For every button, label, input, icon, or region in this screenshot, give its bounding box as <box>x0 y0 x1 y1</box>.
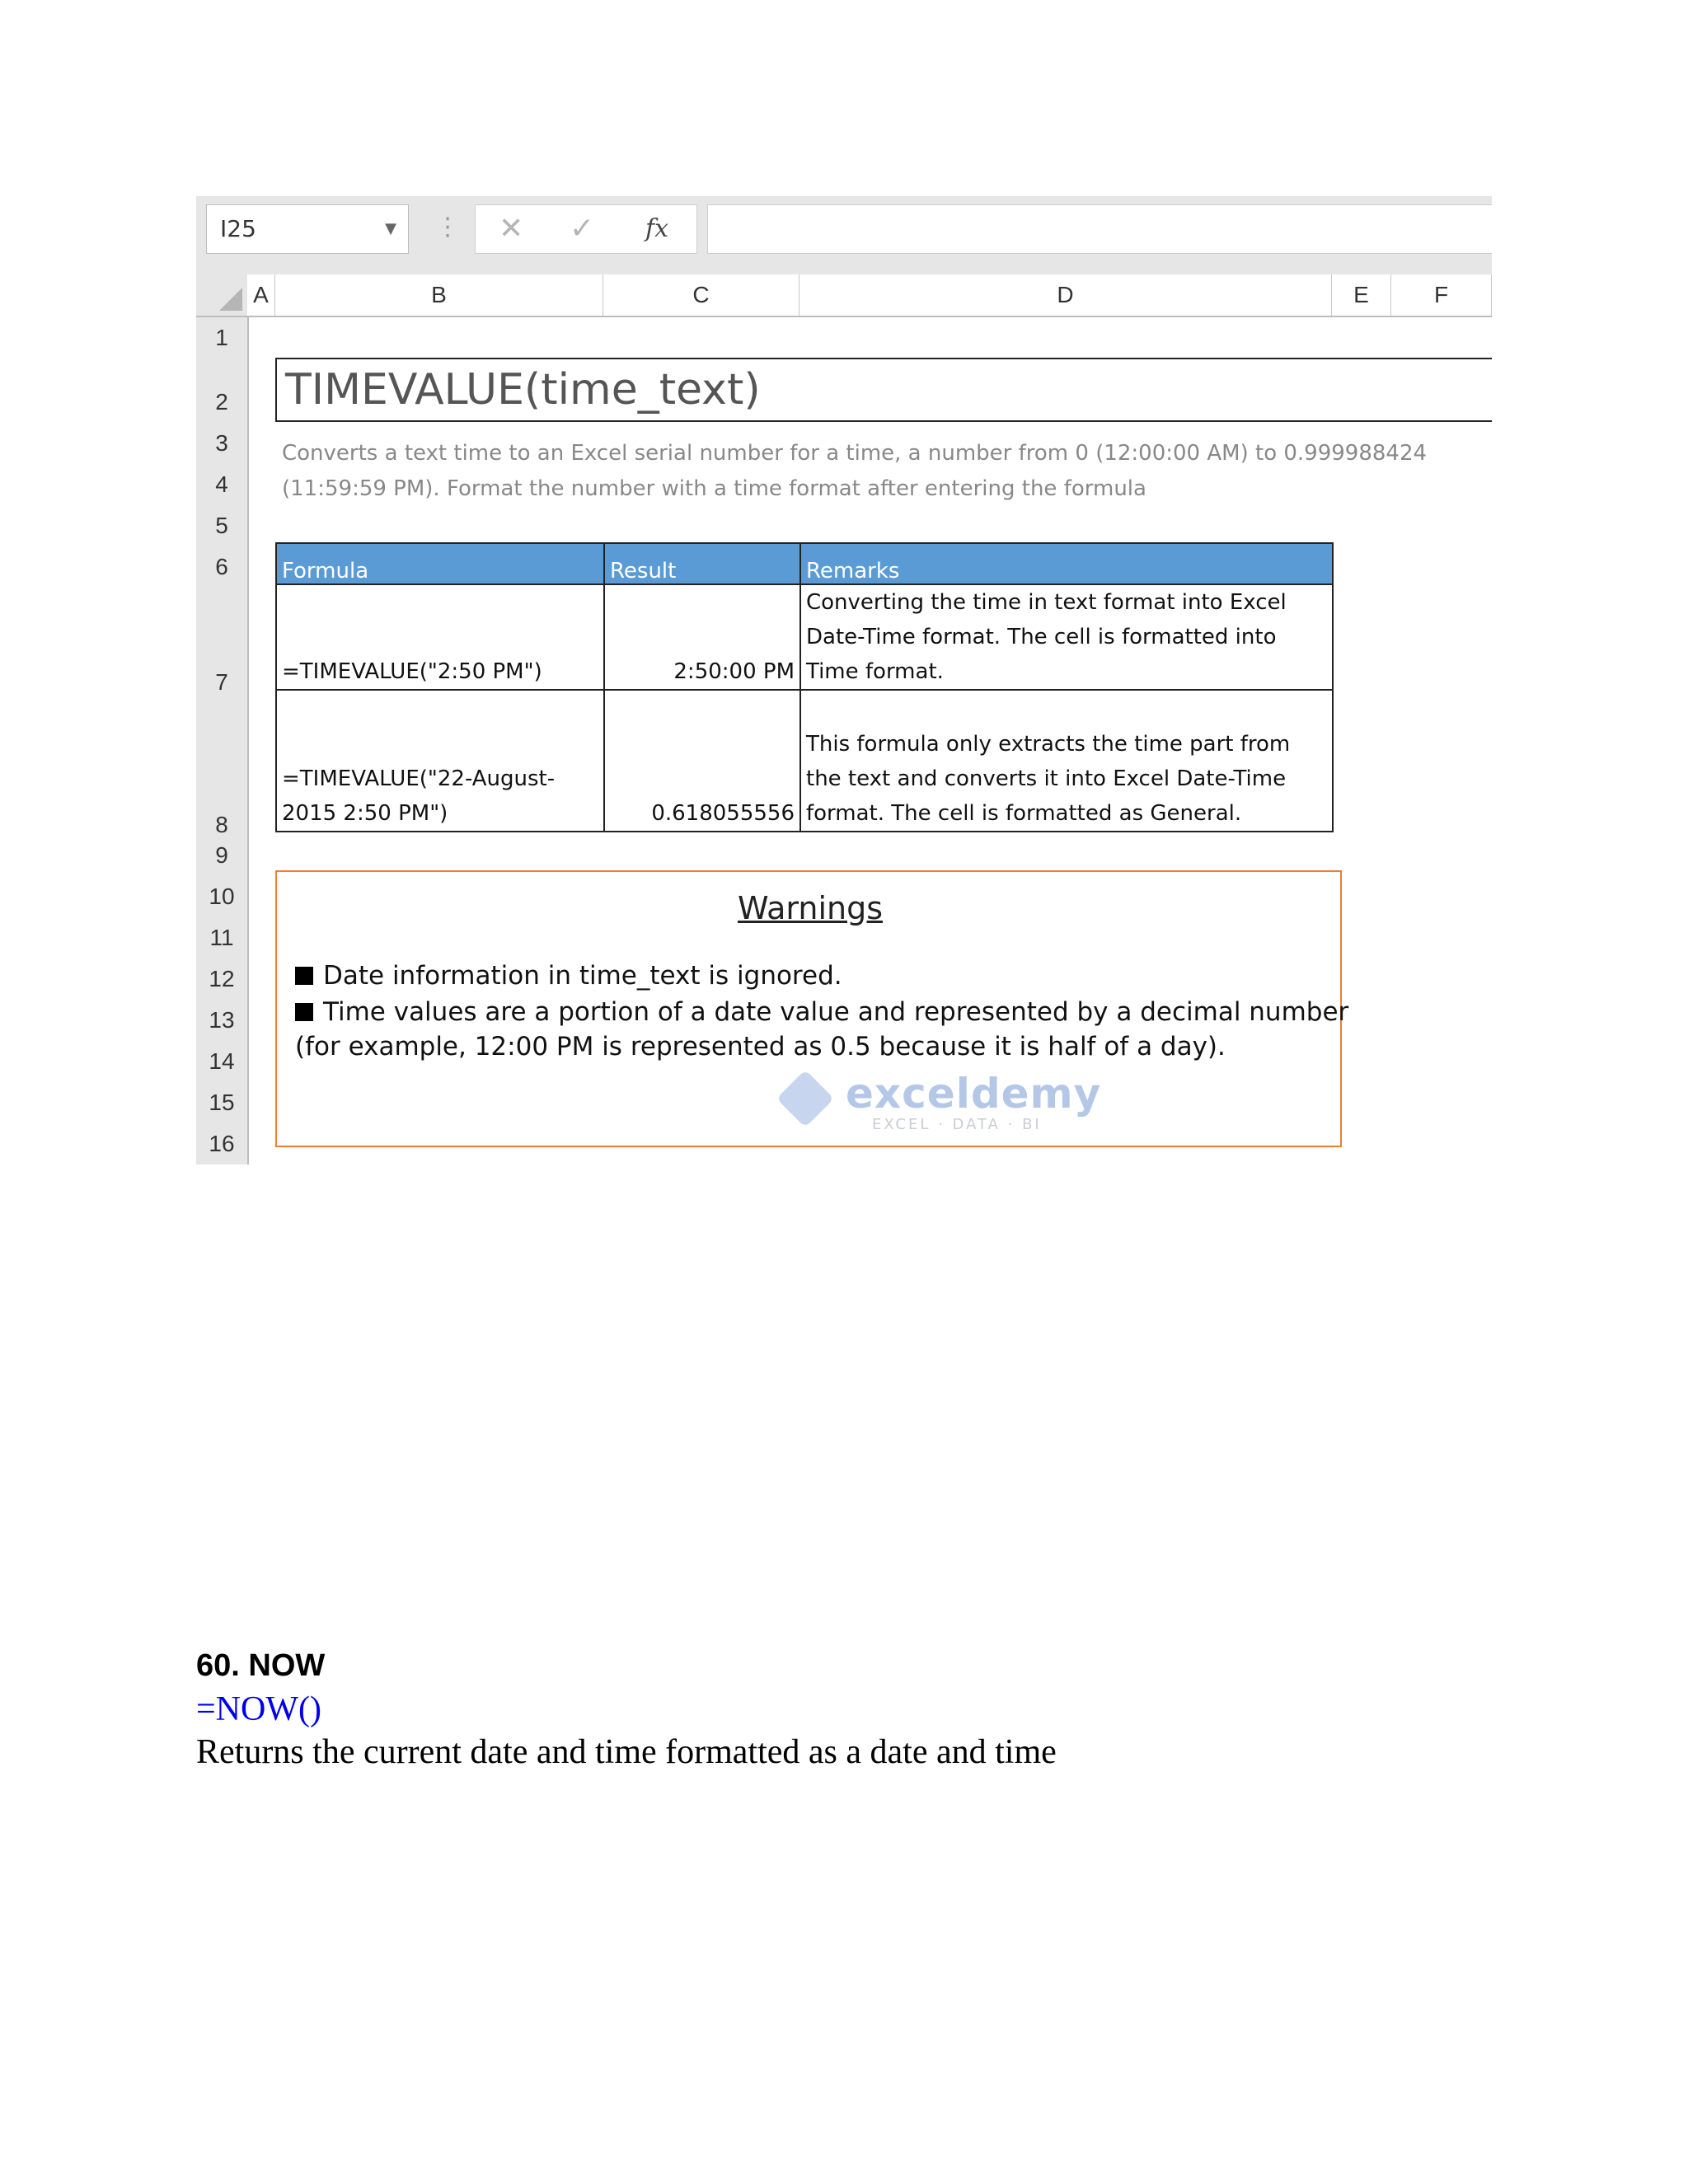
formula-text: =TIMEVALUE("22-August- <box>282 766 556 791</box>
name-box-value: I25 <box>220 215 256 242</box>
result-cell[interactable] <box>604 584 800 690</box>
formula-buttons <box>475 204 697 254</box>
warnings-title: Warnings <box>737 890 884 926</box>
warning-text: Date information in time_text is ignored. <box>323 961 842 991</box>
bullet-square-icon <box>295 1003 313 1021</box>
warnings-box <box>275 870 1349 1147</box>
remarks-text: format. The cell is formatted as General. <box>806 801 1242 826</box>
select-all-button[interactable] <box>196 274 247 316</box>
col-header-d[interactable]: D <box>799 274 1332 316</box>
description-line: (11:59:59 PM). Format the number with a time format after entering the formula <box>282 476 1146 501</box>
row-header[interactable]: 5 <box>215 513 228 538</box>
row-header[interactable]: 10 <box>209 883 235 909</box>
remarks-cell[interactable] <box>800 690 1333 832</box>
formula-text: =TIMEVALUE("2:50 PM") <box>282 659 542 684</box>
table-row <box>276 690 1333 832</box>
row-header[interactable]: 4 <box>215 471 228 497</box>
row-header[interactable]: 15 <box>209 1090 235 1115</box>
row-header[interactable]: 9 <box>215 842 228 868</box>
row-headers <box>196 317 249 1165</box>
row-header[interactable]: 12 <box>209 966 235 991</box>
warning-continuation: (for example, 12:00 PM is represented as 0.5 because it is half of a day). <box>295 1032 1226 1062</box>
sheet-title: TIMEVALUE(time_text) <box>285 365 761 415</box>
row-header[interactable]: 8 <box>215 812 228 837</box>
warning-text: Time values are a portion of a date value and represented by a decimal number <box>323 997 1349 1027</box>
formula-input[interactable] <box>707 204 1492 254</box>
table-header-row <box>276 543 1333 584</box>
function-syntax: =NOW() <box>196 1690 321 1728</box>
warning-item <box>295 958 842 994</box>
select-all-icon <box>219 288 242 311</box>
remarks-text: Converting the time in text format into Excel <box>806 590 1287 615</box>
formula-cell[interactable] <box>276 584 604 690</box>
row-header[interactable]: 11 <box>209 925 234 950</box>
row-header[interactable]: 3 <box>215 430 228 456</box>
watermark-brand: exceldemy <box>846 1070 1102 1118</box>
row-header[interactable]: 13 <box>209 1007 235 1033</box>
bullet-square-icon <box>295 967 313 985</box>
header-formula[interactable]: Formula <box>276 543 604 584</box>
remarks-text: Time format. <box>806 659 944 684</box>
warning-item <box>295 994 1348 1030</box>
formula-text: 2015 2:50 PM") <box>282 801 448 826</box>
result-value: 0.618055556 <box>651 801 795 826</box>
row-header[interactable]: 14 <box>209 1048 235 1074</box>
row-header[interactable]: 6 <box>215 554 228 579</box>
result-value: 2:50:00 PM <box>673 659 795 684</box>
watermark-tagline: EXCEL · DATA · BI <box>872 1116 1042 1133</box>
header-remarks[interactable]: Remarks <box>800 543 1333 584</box>
formula-cell[interactable] <box>276 690 604 832</box>
row-header[interactable]: 16 <box>209 1131 235 1156</box>
enter-icon[interactable]: ✓ <box>570 212 595 246</box>
col-header-b[interactable]: B <box>275 274 603 316</box>
examples-table <box>275 542 1334 832</box>
col-header-c[interactable]: C <box>603 274 799 316</box>
insert-function-icon[interactable]: fx <box>645 214 669 243</box>
header-result[interactable]: Result <box>604 543 800 584</box>
exceldemy-logo-icon <box>776 1070 834 1127</box>
row-header[interactable]: 1 <box>215 325 228 350</box>
excel-screenshot <box>196 196 1492 1165</box>
section-heading: 60. NOW <box>196 1648 326 1683</box>
column-headers <box>196 274 1492 317</box>
result-cell[interactable] <box>604 690 800 832</box>
cancel-icon[interactable]: ✕ <box>499 212 524 246</box>
table-row <box>276 584 1333 690</box>
more-vertical-icon[interactable]: ⋮ <box>435 213 460 241</box>
description-line: Converts a text time to an Excel serial number for a time, a number from 0 (12:00:00 AM) to 0.999988424 <box>282 441 1428 466</box>
remarks-text: the text and converts it into Excel Date-Time <box>806 766 1287 791</box>
row-header[interactable]: 7 <box>215 669 228 695</box>
name-box[interactable] <box>206 204 409 254</box>
row-header[interactable]: 2 <box>215 389 228 415</box>
formula-bar <box>196 196 1492 274</box>
col-header-f[interactable]: F <box>1391 274 1492 316</box>
col-header-e[interactable]: E <box>1332 274 1391 316</box>
remarks-text: This formula only extracts the time part from <box>806 732 1291 757</box>
col-header-a[interactable]: A <box>247 274 275 316</box>
remarks-cell[interactable] <box>800 584 1333 690</box>
function-description: Returns the current date and time formatted as a date and time <box>196 1733 1057 1771</box>
chevron-down-icon[interactable]: ▼ <box>385 220 396 237</box>
remarks-text: Date-Time format. The cell is formatted into <box>806 625 1277 649</box>
